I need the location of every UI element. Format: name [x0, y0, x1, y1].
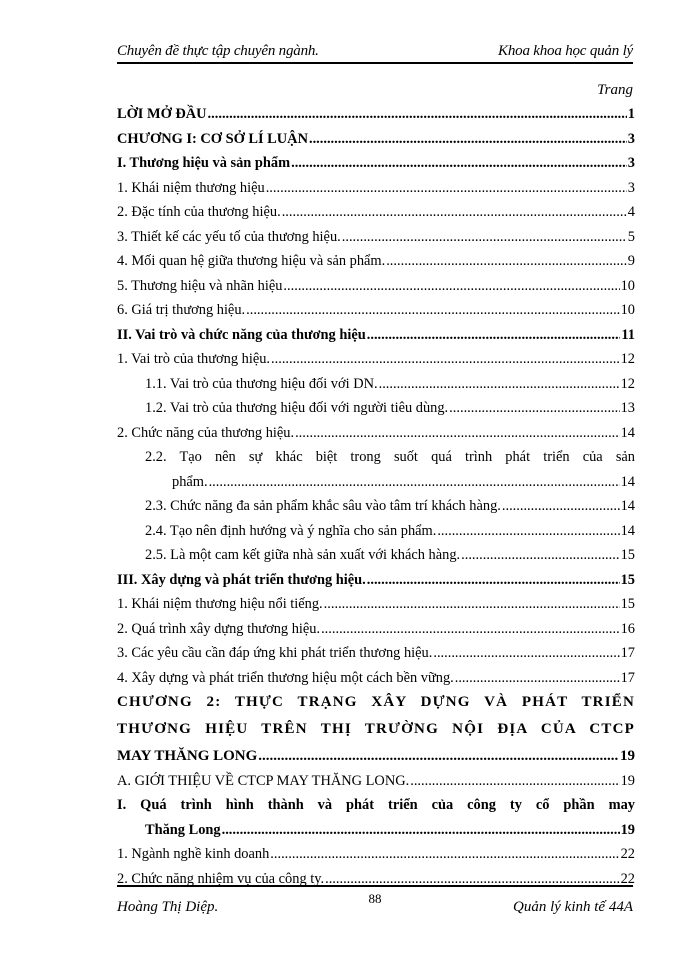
toc-entry-title: 2.3. Chức năng đa sản phẩm khắc sâu vào tâm trí khách hàng. [145, 498, 501, 514]
toc-entry [117, 773, 635, 798]
toc-entry-line1 [117, 449, 635, 474]
toc-entry [117, 822, 635, 847]
toc-entry [117, 180, 635, 205]
toc-entry-title: LỜI MỞ ĐẦU [117, 106, 207, 122]
toc-entry-title: 2. Đặc tính của thương hiệu. [117, 204, 281, 220]
toc-entry-page: 11 [621, 326, 635, 343]
toc-entry [117, 846, 635, 871]
toc-entry-title: CHƯƠNG I: CƠ SỞ LÍ LUẬN [117, 130, 308, 147]
toc-chapter-line1 [117, 694, 635, 721]
page-footer [117, 885, 633, 927]
toc-entry-title: 2. Chức năng của thương hiệu. [117, 424, 295, 441]
toc-entry-title: CHƯƠNG 2: THỰC TRẠNG XÂY DỰNG VÀ PHÁT TRIỂN [117, 694, 635, 710]
header-left: Chuyên đề thực tập chuyên ngành. [117, 43, 319, 59]
toc-entry-title-cont: MAY THĂNG LONG [117, 748, 258, 764]
toc-entry-title: 1. Khái niệm thương hiệu [117, 179, 265, 196]
toc-entry [117, 748, 635, 773]
toc-entry-page: 14 [620, 498, 635, 514]
toc-entry-page: 1 [627, 106, 635, 122]
toc-entry-page: 4 [627, 204, 635, 220]
toc-entry-page: 22 [620, 870, 635, 887]
toc-entry-page: 12 [620, 351, 635, 367]
toc-entry-title: 3. Thiết kế các yếu tố của thương hiệu. [117, 228, 341, 245]
toc-entry-page: 5 [627, 228, 635, 245]
toc-chapter-line2 [117, 721, 635, 748]
page-number: 88 [368, 891, 382, 906]
toc-entry [117, 474, 635, 499]
toc-entry-title: 2.2. Tạo nên sự khác biệt trong suốt quá trình phát triển của sản [145, 449, 635, 465]
toc-entry-title: 2. Chức năng nhiệm vụ của công ty. [117, 870, 325, 887]
toc-entry-page: 19 [620, 748, 635, 764]
toc-entry [117, 425, 635, 450]
toc-entry-title: 2. Quá trình xây dựng thương hiệu. [117, 620, 321, 637]
toc-entry-page: 3 [627, 130, 635, 147]
toc-entry [117, 523, 635, 548]
toc-entry-page: 3 [627, 179, 635, 196]
toc-entry [117, 621, 635, 646]
toc-entry [117, 155, 635, 180]
table-of-contents [117, 106, 635, 895]
toc-entry-title-cont: Thăng Long [145, 821, 221, 838]
toc-entry-page: 14 [620, 522, 635, 539]
toc-entry-title: 4. Mối quan hệ giữa thương hiệu và sản phẩm. [117, 253, 386, 269]
toc-entry-page: 9 [627, 253, 635, 269]
toc-entry-page: 17 [620, 645, 635, 661]
footer-author: Hoàng Thị Diệp. [117, 899, 219, 915]
toc-entry [117, 253, 635, 278]
toc-entry-page: 19 [620, 772, 635, 789]
toc-entry-page: 15 [620, 596, 635, 612]
toc-entry-title: 4. Xây dựng và phát triển thương hiệu một cách bền vững. [117, 669, 454, 686]
toc-entry [117, 376, 635, 401]
toc-entry-page: 3 [627, 155, 635, 171]
toc-entry-page: 19 [620, 821, 635, 838]
toc-entry-page: 16 [620, 620, 635, 637]
toc-entry-title: 1. Ngành nghề kinh doanh [117, 846, 270, 862]
toc-entry [117, 131, 635, 156]
toc-entry [117, 596, 635, 621]
toc-entry-title: III. Xây dựng và phát triển thương hiệu. [117, 571, 366, 588]
toc-entry [117, 498, 635, 523]
toc-entry [117, 204, 635, 229]
toc-entry-page: 10 [620, 302, 635, 318]
toc-entry-title: 3. Các yêu cầu cần đáp ứng khi phát triển thương hiệu. [117, 645, 433, 661]
toc-entry [117, 351, 635, 376]
toc-entry-page: 14 [620, 473, 635, 490]
toc-entry-title: 6. Giá trị thương hiệu. [117, 302, 246, 318]
toc-entry-title: A. GIỚI THIỆU VỀ CTCP MAY THĂNG LONG. [117, 772, 410, 789]
toc-entry [117, 572, 635, 597]
toc-entry-page: 15 [620, 571, 635, 588]
toc-entry-page: 14 [620, 424, 635, 441]
toc-entry-title-cont: phẩm. [172, 473, 208, 490]
toc-entry-title: 1.1. Vai trò của thương hiệu đối với DN. [145, 375, 378, 392]
toc-entry-title: 1.2. Vai trò của thương hiệu đối với người tiêu dùng. [145, 400, 449, 416]
toc-entry-page: 13 [620, 400, 635, 416]
toc-entry [117, 327, 635, 352]
toc-entry-page: 17 [620, 669, 635, 686]
toc-entry [117, 229, 635, 254]
toc-entry-title: 2.5. Là một cam kết giữa nhà sản xuất với khách hàng. [145, 547, 461, 563]
toc-entry-title: I. Thương hiệu và sản phẩm [117, 155, 291, 171]
toc-entry [117, 670, 635, 695]
toc-entry [117, 645, 635, 670]
toc-entry-page: 12 [620, 375, 635, 392]
toc-entry [117, 400, 635, 425]
toc-entry [117, 547, 635, 572]
toc-entry-title: 2.4. Tạo nên định hướng và ý nghĩa cho sản phẩm. [145, 522, 437, 539]
toc-entry-page: 10 [620, 277, 635, 294]
page-column-label: Trang [597, 82, 633, 98]
toc-entry-title: 5. Thương hiệu và nhãn hiệu [117, 277, 283, 294]
header-right: Khoa khoa học quản lý [498, 43, 633, 59]
page-header [117, 36, 633, 64]
footer-class: Quản lý kinh tế 44A [513, 899, 633, 915]
toc-entry-line1 [117, 797, 635, 822]
toc-entry-title: I. Quá trình hình thành và phát triển của công ty cổ phần may [117, 797, 635, 813]
toc-entry-page: 22 [620, 846, 635, 862]
toc-entry-title: II. Vai trò và chức năng của thương hiệu [117, 326, 366, 343]
toc-entry [117, 278, 635, 303]
toc-entry-title: 1. Khái niệm thương hiệu nổi tiếng. [117, 596, 323, 612]
toc-entry-page: 15 [620, 547, 635, 563]
toc-entry [117, 106, 635, 131]
toc-entry-title-cont: THƯƠNG HIỆU TRÊN THỊ TRƯỜNG NỘI ĐỊA CỦA CTCP [117, 721, 635, 737]
toc-entry [117, 302, 635, 327]
toc-entry-title: 1. Vai trò của thương hiệu. [117, 351, 271, 367]
